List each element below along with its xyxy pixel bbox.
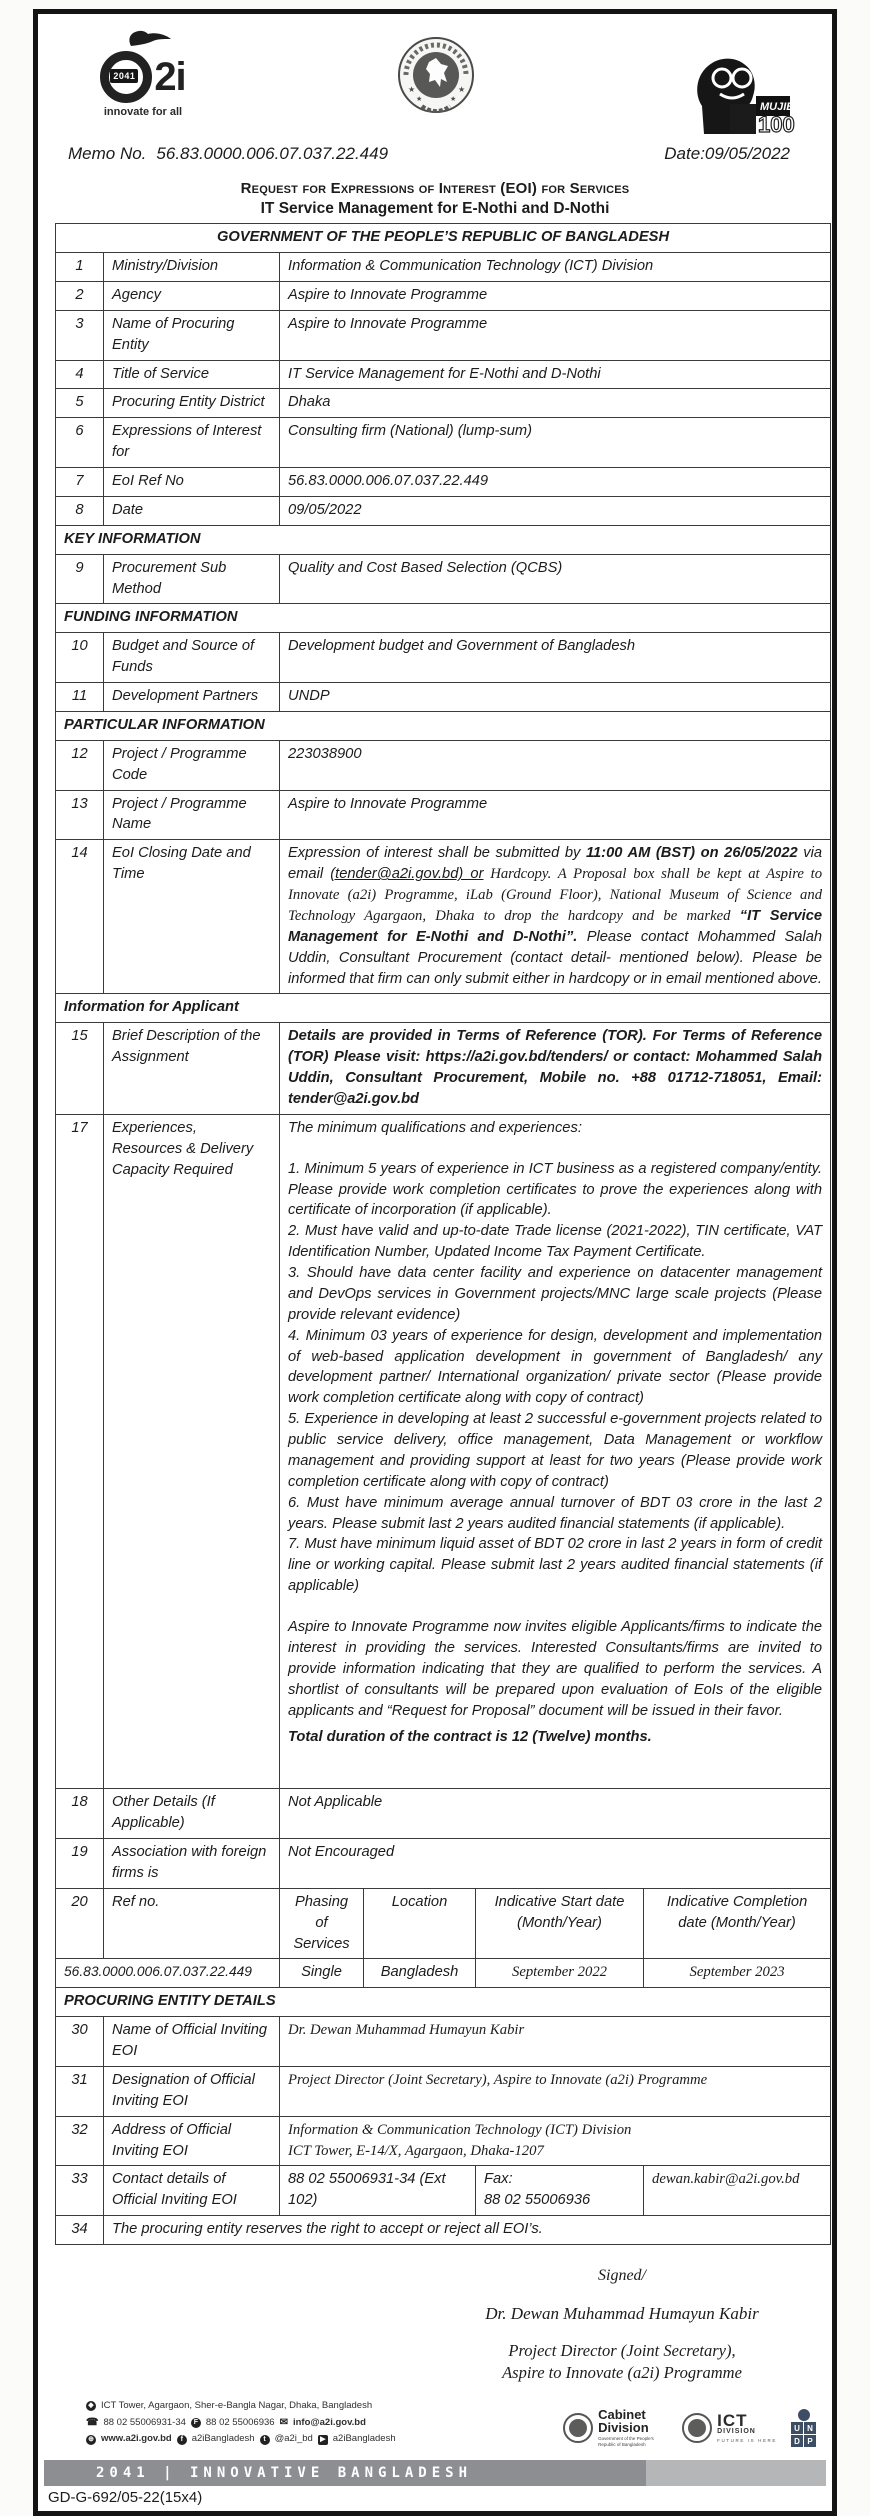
bird-icon <box>113 30 173 48</box>
header-logos <box>38 14 832 136</box>
subtable-header: Location <box>364 1888 476 1959</box>
ict-subtitle: DIVISION <box>717 2428 756 2436</box>
table-row <box>56 711 831 740</box>
row-label: Project / Programme Code <box>104 740 280 790</box>
table-row <box>56 2116 831 2166</box>
row-no: 30 <box>56 2017 104 2067</box>
table-row <box>56 2017 831 2067</box>
row-label: Budget and Source of Funds <box>104 633 280 683</box>
row-no: 5 <box>56 389 104 418</box>
section-header: PROCURING ENTITY DETAILS <box>56 1988 831 2017</box>
print-code: GD-G-692/05-22(15x4) <box>48 2488 203 2506</box>
row-value: Quality and Cost Based Selection (QCBS) <box>280 554 831 604</box>
table-row <box>56 360 831 389</box>
qualification-item: 6. Must have minimum average annual turnover of BDT 03 crore in the last 2 years. Please submit last 2 years audited financial statements (if applicable). <box>288 1494 823 1532</box>
row-label: Ref no. <box>104 1888 280 1959</box>
title-line-2: IT Service Management for E-Nothi and D-Nothi <box>260 199 610 217</box>
signatory-role-1: Project Director (Joint Secretary), <box>508 2340 736 2360</box>
subtable-value: September 2022 <box>476 1959 644 1988</box>
undp-letter: D <box>791 2435 803 2447</box>
a2i-mark-text: 2i <box>154 55 186 99</box>
table-row <box>56 633 831 683</box>
table-row <box>56 310 831 360</box>
title-line-1: Request for Expressions of Interest (EOI) for Services <box>240 180 630 197</box>
contact-fax <box>476 2166 644 2216</box>
table-row <box>56 994 831 1023</box>
svg-text:100: 100 <box>758 112 795 137</box>
row-value: 223038900 <box>280 740 831 790</box>
row-value: IT Service Management for E-Nothi and D-Nothi <box>280 360 831 389</box>
row-no: 18 <box>56 1789 104 1839</box>
svg-text:★: ★ <box>450 96 457 103</box>
rights-statement: The procuring entity reserves the right to accept or reject all EOI’s. <box>104 2216 831 2245</box>
section-header: Information for Applicant <box>56 994 831 1023</box>
svg-text:★: ★ <box>458 85 466 94</box>
svg-text:★: ★ <box>416 96 423 103</box>
closing-service-name: “IT Service Management for E-Nothi and D-Nothi”. <box>288 907 823 945</box>
fax-icon: F <box>191 2418 201 2428</box>
row-no: 4 <box>56 360 104 389</box>
row-label: Development Partners <box>104 683 280 712</box>
row-value: Dr. Dewan Muhammad Humayun Kabir <box>280 2017 831 2067</box>
table-row <box>56 683 831 712</box>
table-row <box>56 389 831 418</box>
table-row <box>56 1114 831 1789</box>
row-no: 11 <box>56 683 104 712</box>
invitation-paragraph: Aspire to Innovate Programme now invites eligible Applicants/firms to indicate the interest in providing the services. Interested Consultants/firms are invited to provide information indicating that they are qualified to perform the services. A shortlist of consultants will be prepared upon evaluation of EoIs of the eligible applicants and “Request for Proposal” document will be issued in their favor. <box>288 1619 823 1719</box>
table-row <box>56 1023 831 1115</box>
a2i-mark <box>68 51 218 103</box>
row-value: Aspire to Innovate Programme <box>280 281 831 310</box>
subtable-value: September 2023 <box>644 1959 831 1988</box>
svg-text:MUJIB: MUJIB <box>760 101 795 113</box>
row-label: Designation of Official Inviting EOI <box>104 2066 280 2116</box>
cabinet-title-2: Division <box>598 2420 649 2436</box>
row-label: Expressions of Interest for <box>104 418 280 468</box>
row-no: 10 <box>56 633 104 683</box>
a2i-tagline: innovate for all <box>103 106 183 118</box>
a2i-logo <box>68 30 218 118</box>
row-label: Name of Procuring Entity <box>104 310 280 360</box>
row-value: Dhaka <box>280 389 831 418</box>
row-value: Information & Communication Technology (ICT) Division <box>280 253 831 282</box>
footer-address: ICT Tower, Agargaon, Sher-e-Bangla Nagar, Dhaka, Bangladesh <box>101 2400 373 2412</box>
footer <box>38 2384 832 2454</box>
memo-number: 56.83.0000.006.07.037.22.449 <box>156 144 389 163</box>
a2i-ring-icon <box>100 51 152 103</box>
row-no: 33 <box>56 2166 104 2216</box>
mujib100-logo <box>654 46 804 141</box>
qualification-item: 4. Minimum 03 years of experience for design, development and implementation of web-based application development in government of Bangladesh/ any development partner/ International organization/ private sector (Please provide work completion certificate along with copy of contract) <box>288 1327 823 1407</box>
row-label: Contact details of Official Inviting EOI <box>104 2166 280 2216</box>
row-no: 32 <box>56 2116 104 2166</box>
row-label: Address of Official Inviting EOI <box>104 2116 280 2166</box>
cabinet-division-logo <box>563 2408 668 2448</box>
row-no: 8 <box>56 496 104 525</box>
row-no: 2 <box>56 281 104 310</box>
signatory-role-2: Aspire to Innovate (a2i) Programme <box>502 2362 742 2382</box>
row-no: 6 <box>56 418 104 468</box>
address-line-1: Information & Communication Technology (ICT) Division <box>288 2121 632 2138</box>
qualifications-intro: The minimum qualifications and experiences: <box>288 1119 582 1136</box>
row-no: 1 <box>56 253 104 282</box>
contact-block <box>86 2398 396 2448</box>
phone-icon: ☎ <box>86 2417 99 2429</box>
footer-youtube: a2iBangladesh <box>332 2433 396 2445</box>
table-row <box>56 1959 831 1988</box>
subtable-value: Bangladesh <box>364 1959 476 1988</box>
row-label: Experiences, Resources & Delivery Capacity Required <box>104 1114 280 1789</box>
ref-number: 56.83.0000.006.07.037.22.449 <box>56 1959 280 1988</box>
memo-number-line <box>68 144 398 164</box>
email-icon: ✉ <box>279 2417 288 2429</box>
row-no: 9 <box>56 554 104 604</box>
table-row <box>56 2066 831 2116</box>
row-no: 14 <box>56 840 104 994</box>
memo-date: Date:09/05/2022 <box>664 144 790 163</box>
memo-label: Memo No. <box>68 144 147 163</box>
undp-letter: N <box>804 2422 816 2434</box>
row-value: Not Encouraged <box>280 1839 831 1889</box>
contact-email: dewan.kabir@a2i.gov.bd <box>644 2166 831 2216</box>
closing-seg-7: Please contact Mohammed Salah Uddin, Consultant Procurement (contact detail- mentioned below). Please be informed that firm can only submit either in hardcopy or in email mentioned above. <box>288 928 823 987</box>
location-icon: ◆ <box>86 2401 96 2411</box>
row-value: 09/05/2022 <box>280 496 831 525</box>
globe-icon: ⊕ <box>86 2435 96 2445</box>
table-row <box>56 1888 831 1959</box>
signatory-name: Dr. Dewan Muhammad Humayun Kabir <box>485 2303 759 2323</box>
section-header: PARTICULAR INFORMATION <box>56 711 831 740</box>
row-label: Other Details (If Applicable) <box>104 1789 280 1839</box>
partner-logos <box>563 2408 816 2448</box>
twitter-icon: t <box>260 2435 270 2445</box>
table-row <box>56 496 831 525</box>
document-title <box>38 180 832 218</box>
undp-letter: U <box>791 2422 803 2434</box>
qualification-item: 2. Must have valid and up-to-date Trade license (2021-2022), TIN certificate, VAT Identification Number, Updated Income Tax Payment Certificate. <box>288 1223 823 1261</box>
footer-phone: 88 02 55006931-34 <box>103 2416 186 2428</box>
footer-email: info@a2i.gov.bd <box>292 2416 366 2428</box>
cabinet-subtitle: Government of the People’s Republic of Bangladesh <box>598 2436 654 2448</box>
row-value: Not Applicable <box>280 1789 831 1839</box>
row-no: 34 <box>56 2216 104 2245</box>
row-value: Details are provided in Terms of Reference (TOR). For Terms of Reference (TOR) Please visit: https://a2i.gov.bd/tenders/ or contact: Mohammed Salah Uddin, Consultant Procurement, Mobile no. +88 01712-718051, Email: tender@a2i.gov.bd <box>280 1023 831 1115</box>
closing-date-text <box>280 840 831 994</box>
contract-duration: Total duration of the contract is 12 (Twelve) months. <box>288 1729 652 1746</box>
subtable-header: Phasing of Services <box>280 1888 364 1959</box>
table-row <box>56 1839 831 1889</box>
table-row <box>56 554 831 604</box>
address-line-2: ICT Tower, E-14/X, Agargaon, Dhaka-1207 <box>288 2142 544 2159</box>
eoi-table <box>55 223 831 2245</box>
table-row <box>56 2216 831 2245</box>
govt-seal <box>396 34 476 121</box>
cabinet-title-1: Cabinet <box>598 2407 646 2423</box>
row-label: Association with foreign firms is <box>104 1839 280 1889</box>
ict-emblem-icon <box>682 2413 712 2443</box>
fax-label: Fax: <box>484 2171 513 2188</box>
table-row <box>56 418 831 468</box>
footer-web: www.a2i.gov.bd <box>101 2433 172 2445</box>
table-row <box>56 253 831 282</box>
ict-title: ICT <box>717 2410 748 2430</box>
qualification-item: 1. Minimum 5 years of experience in ICT business as a registered company/entity. Please provide work completion certificates to prove the experiences along with certificate of incorporation (if applicable). <box>288 1160 823 1219</box>
table-row <box>56 468 831 497</box>
table-row <box>56 2166 831 2216</box>
row-no: 13 <box>56 790 104 840</box>
qualification-item: 5. Experience in developing at least 2 successful e-government projects related to public service delivery, office management, Data Management or workflow management and providing support at least for two years (Please provide work completion certificate along with copy of contract) <box>288 1411 823 1490</box>
row-no: 3 <box>56 310 104 360</box>
ict-division-logo <box>682 2410 777 2444</box>
row-label: Brief Description of the Assignment <box>104 1023 280 1115</box>
table-row <box>56 525 831 554</box>
table-row <box>56 740 831 790</box>
slogan-text: 2041 | INNOVATIVE BANGLADESH <box>96 2464 473 2481</box>
closing-seg-1: Expression of interest shall be submitted by <box>288 845 586 862</box>
row-label: EoI Closing Date and Time <box>104 840 280 994</box>
row-value: Aspire to Innovate Programme <box>280 310 831 360</box>
row-value: Aspire to Innovate Programme <box>280 790 831 840</box>
svg-text:★: ★ <box>408 85 416 94</box>
qualification-item: 3. Should have data center facility and experience on datacenter management and DevOps services in Government projects/MNC large scale projects (Please provide relevant evidence) <box>288 1265 823 1323</box>
row-no: 7 <box>56 468 104 497</box>
table-row <box>56 1789 831 1839</box>
qualification-item: 7. Must have minimum liquid asset of BDT 02 crore in last 2 years in form of credit line or working capital. Please submit last 2 years audited financial statements (if applicable) <box>288 1536 823 1595</box>
table-row <box>56 224 831 253</box>
un-emblem-icon <box>798 2409 810 2421</box>
subtable-header: Indicative Completion date (Month/Year) <box>644 1888 831 1959</box>
footer-fax: 88 02 55006936 <box>205 2416 275 2428</box>
row-no: 17 <box>56 1114 104 1789</box>
undp-logo <box>791 2409 816 2447</box>
row-value: UNDP <box>280 683 831 712</box>
row-label: Date <box>104 496 280 525</box>
fax-number: 88 02 55006936 <box>484 2192 591 2209</box>
row-label: Project / Programme Name <box>104 790 280 840</box>
country-header: GOVERNMENT OF THE PEOPLE’S REPUBLIC OF BANGLADESH <box>56 224 831 253</box>
row-no: 19 <box>56 1839 104 1889</box>
section-header: FUNDING INFORMATION <box>56 604 831 633</box>
youtube-icon: ▶ <box>318 2435 328 2445</box>
table-row <box>56 840 831 994</box>
row-label: Title of Service <box>104 360 280 389</box>
row-value: 56.83.0000.006.07.037.22.449 <box>280 468 831 497</box>
row-label: EoI Ref No <box>104 468 280 497</box>
section-header: KEY INFORMATION <box>56 525 831 554</box>
address-cell <box>280 2116 831 2166</box>
slogan-bar <box>44 2460 826 2486</box>
table-row <box>56 281 831 310</box>
ict-tagline: FUTURE IS HERE <box>717 2438 777 2444</box>
document-page <box>33 9 837 2516</box>
a2i-2041-badge: 2041 <box>110 69 138 83</box>
row-label: Agency <box>104 281 280 310</box>
row-no: 31 <box>56 2066 104 2116</box>
contact-phone: 88 02 55006931-34 (Ext 102) <box>280 2166 476 2216</box>
row-no: 20 <box>56 1888 104 1959</box>
row-label: Ministry/Division <box>104 253 280 282</box>
closing-seg-5: Hardcopy. A Proposal box shall be kept at Aspire to Innovate (a2i) Programme, iLab (Ground Floor), National Museum of Science and Technology Agargaon, Dhaka to drop the hardcopy and be marked <box>288 866 823 924</box>
closing-seg-3: via email <box>288 845 823 883</box>
table-row <box>56 1988 831 2017</box>
closing-email: (tender@a2i.gov.bd) or <box>330 866 484 883</box>
footer-facebook: a2iBangladesh <box>191 2433 255 2445</box>
signed-label: Signed/ <box>598 2267 646 2284</box>
row-label: Procuring Entity District <box>104 389 280 418</box>
row-no: 12 <box>56 740 104 790</box>
table-row <box>56 790 831 840</box>
closing-deadline: 11:00 AM (BST) on 26/05/2022 <box>585 845 798 862</box>
subtable-header: Indicative Start date (Month/Year) <box>476 1888 644 1959</box>
signature-block <box>452 2265 792 2384</box>
row-value: Project Director (Joint Secretary), Aspire to Innovate (a2i) Programme <box>280 2066 831 2116</box>
slogan-bar-light-segment <box>646 2460 826 2486</box>
row-no: 15 <box>56 1023 104 1115</box>
row-value: Development budget and Government of Bangladesh <box>280 633 831 683</box>
facebook-icon: f <box>177 2435 187 2445</box>
subtable-value: Single <box>280 1959 364 1988</box>
undp-letter: P <box>804 2435 816 2447</box>
row-value: Consulting firm (National) (lump-sum) <box>280 418 831 468</box>
row-label: Name of Official Inviting EOI <box>104 2017 280 2067</box>
footer-twitter: @a2i_bd <box>274 2433 313 2445</box>
row-label: Procurement Sub Method <box>104 554 280 604</box>
qualifications-cell <box>280 1114 831 1789</box>
cabinet-emblem-icon <box>563 2413 593 2443</box>
table-row <box>56 604 831 633</box>
